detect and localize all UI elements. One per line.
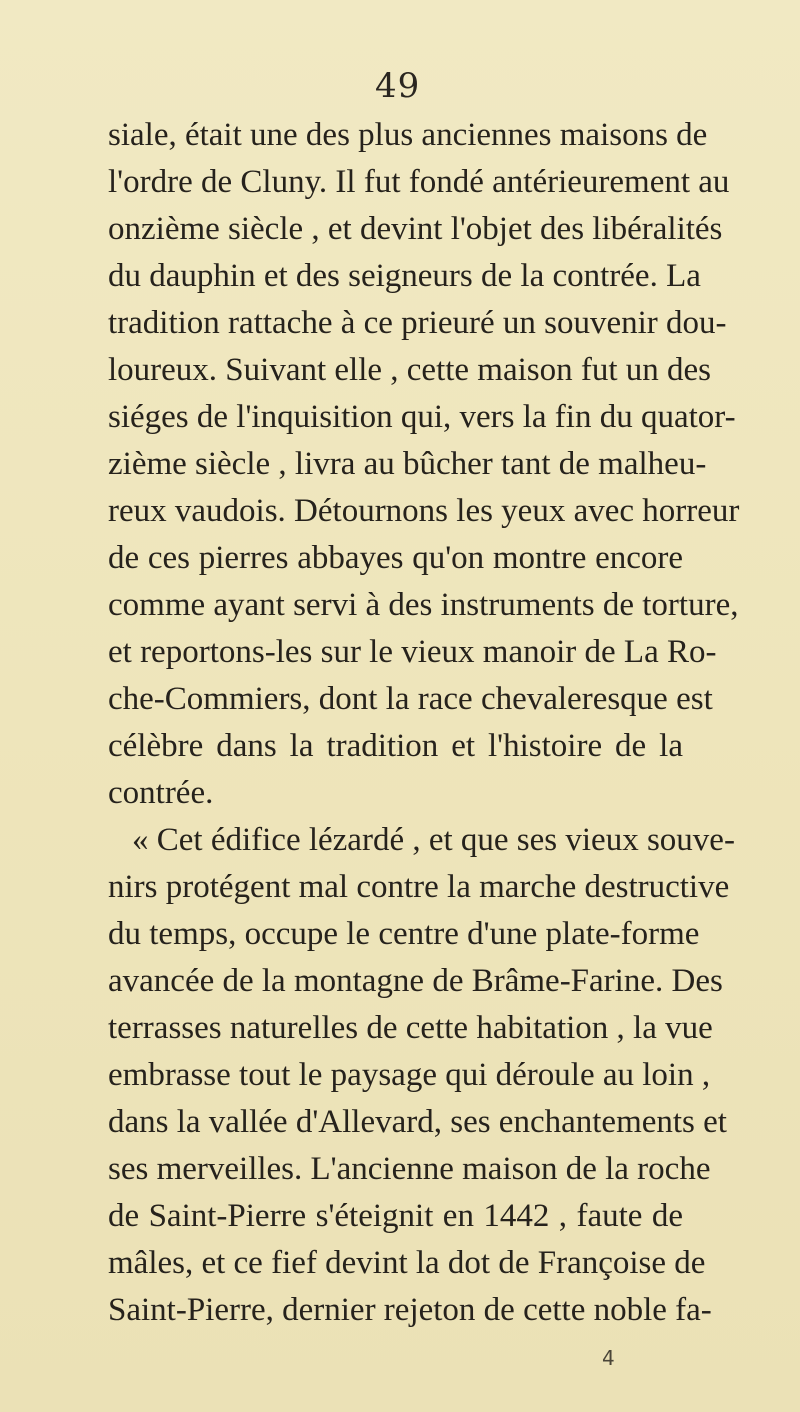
paragraph-end-line: contrée. <box>108 775 214 811</box>
text-line: de ces pierres abbayes qu'on montre encore <box>108 540 683 576</box>
text-line: onzième siècle , et devint l'objet des libéralités <box>108 211 723 247</box>
text-line: siale, était une des plus anciennes maisons de <box>108 117 708 153</box>
text-line: che-Commiers, dont la race chevaleresque est <box>108 681 713 717</box>
text-line: terrasses naturelles de cette habitation , la vue <box>108 1010 713 1046</box>
text-line: dans la vallée d'Allevard, ses enchantements et <box>108 1104 727 1140</box>
text-line: célèbre dans la tradition et l'histoire de la <box>108 728 683 764</box>
signature-mark: 4 <box>602 1346 615 1370</box>
text-line: l'ordre de Cluny. Il fut fondé antérieurement au <box>108 164 730 200</box>
text-line: siéges de l'inquisition qui, vers la fin du quator- <box>108 399 736 435</box>
text-line: Saint-Pierre, dernier rejeton de cette noble fa- <box>108 1292 712 1328</box>
page-number: 49 <box>375 66 421 106</box>
text-line: reux vaudois. Détournons les yeux avec horreur <box>108 493 740 529</box>
text-line: loureux. Suivant elle , cette maison fut un des <box>108 352 712 388</box>
quote-start-line: « Cet édifice lézardé , et que ses vieux souve- <box>132 822 735 858</box>
text-line: du dauphin et des seigneurs de la contrée. La <box>108 258 701 294</box>
text-line: nirs protégent mal contre la marche destructive <box>108 869 730 905</box>
text-line: du temps, occupe le centre d'une plate-forme <box>108 916 700 952</box>
text-line: zième siècle , livra au bûcher tant de malheu- <box>108 446 707 482</box>
text-line: comme ayant servi à des instruments de torture, <box>108 587 739 623</box>
text-line: embrasse tout le paysage qui déroule au loin , <box>108 1057 711 1093</box>
text-line: mâles, et ce fief devint la dot de Françoise de <box>108 1245 706 1281</box>
body-text <box>108 112 740 1334</box>
text-line: de Saint-Pierre s'éteignit en 1442 , faute de <box>108 1198 683 1234</box>
text-line: et reportons-les sur le vieux manoir de La Ro- <box>108 634 717 670</box>
text-line: avancée de la montagne de Brâme-Farine. Des <box>108 963 723 999</box>
text-line: ses merveilles. L'ancienne maison de la roche <box>108 1151 711 1187</box>
text-line: tradition rattache à ce prieuré un souvenir dou- <box>108 305 727 341</box>
